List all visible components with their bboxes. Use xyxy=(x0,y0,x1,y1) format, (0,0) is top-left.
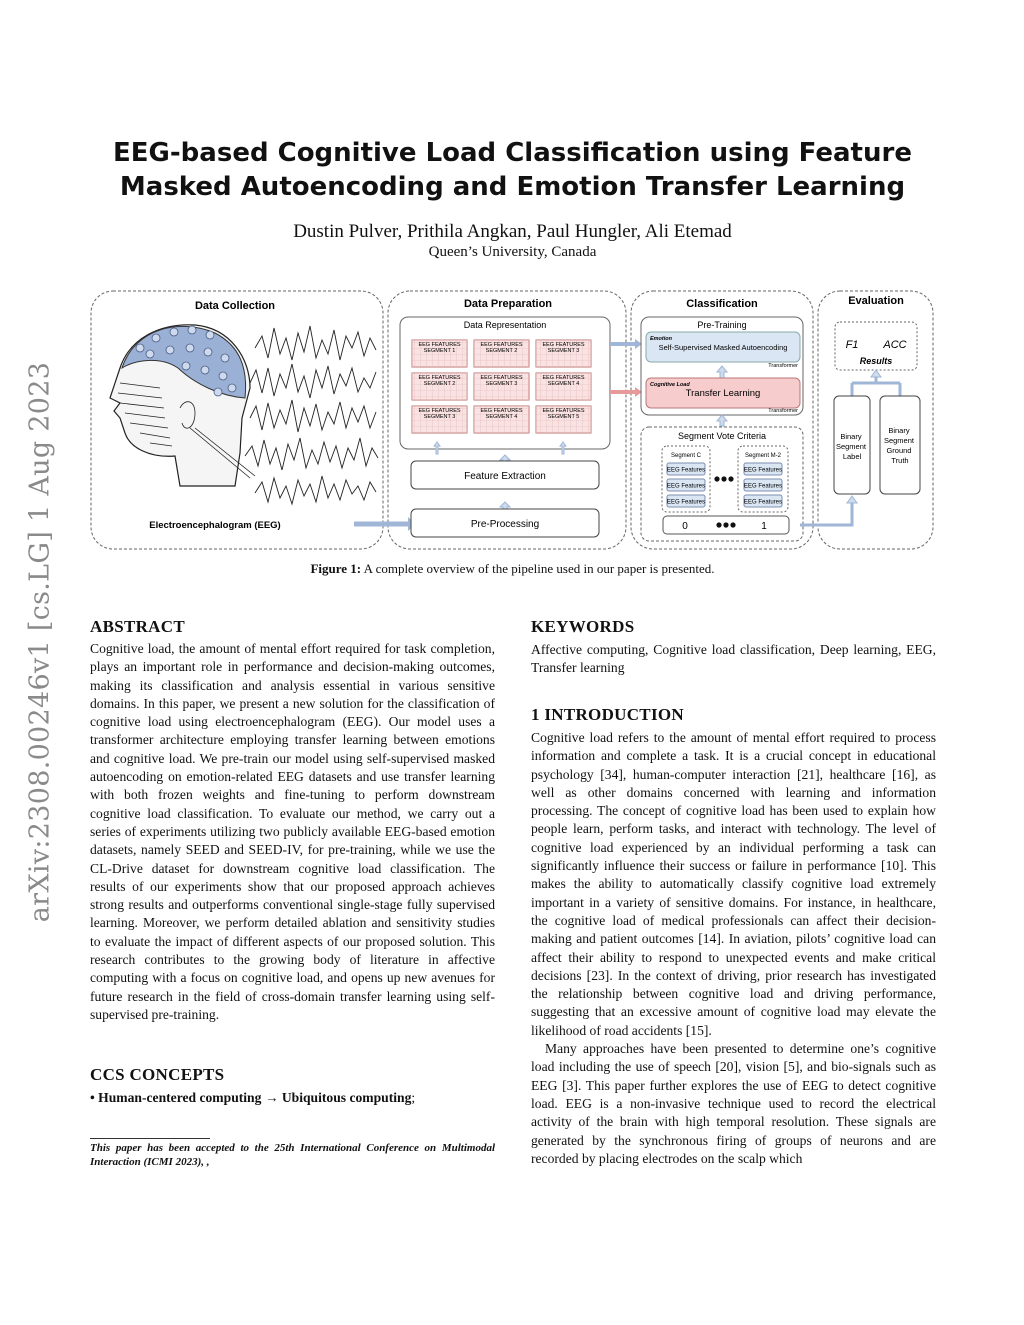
evaluation-title: Evaluation xyxy=(848,295,904,307)
segment-m2-label: Segment M-2 xyxy=(744,453,782,459)
eeg-label: Electroencephalogram (EEG) xyxy=(149,520,281,531)
eeg-feature-tag: EEG Features xyxy=(666,499,706,506)
feature-label: EEG FEATURES xyxy=(480,408,523,414)
segment-label: SEGMENT 2 xyxy=(423,381,456,387)
segment-label: SEGMENT 4 xyxy=(485,414,518,420)
binary-segment-ground-truth-box xyxy=(880,396,920,494)
feature-segment-grid xyxy=(412,340,591,433)
arxiv-stamp-text: arXiv:2308.00246v1 [cs.LG] 1 Aug 2023 xyxy=(24,361,56,923)
feature-label: EEG FEATURES xyxy=(418,375,461,381)
segment-label: SEGMENT 4 xyxy=(547,381,580,387)
data-collection-title: Data Collection xyxy=(194,300,276,312)
segment-label: SEGMENT 3 xyxy=(485,381,518,387)
segment-label: SEGMENT 1 xyxy=(423,348,456,354)
label-line: Binary xyxy=(840,432,862,441)
vote-dots xyxy=(716,522,735,527)
paper-title: EEG-based Cognitive Load Classification using Feature Masked Autoencoding and Emotion Transfer Learning xyxy=(113,138,912,202)
pretraining-label: Pre-Training xyxy=(697,320,747,330)
segment-c-features xyxy=(667,463,705,507)
introduction-paragraph-1: Cognitive load refers to the amount of mental effort required to process information and complete a task. It is a crucial concept in educational psychology [34], human-computer interaction [21], healthcare [16], as well as other domains concerned with learning and information processing. The concept of cognitive load has been used to explain how people learn, perform tasks, and interact with technology. The level of cognitive load experienced by an individual performing a task can significantly influence their success or failure in performance [10]. This makes the ability to automatically classify cognitive load extremely important in a variety of sensitive domains. For instance, in healthcare, the cognitive load of medical professionals can affect their decision-making and patient outcomes [14]. In aviation, pilots’ cognitive load can affect their ability to respond to unexpected events and make critical decisions [23]. In the context of driving, prior research has investigated the relationship between cognitive load and driving performance, suggesting that an excessive amount of cognitive load may elevate the likelihood of road accidents [15]. xyxy=(531,730,936,1038)
feature-label: EEG FEATURES xyxy=(542,408,585,414)
data-representation-label: Data Representation xyxy=(463,320,547,330)
eeg-feature-tag: EEG Features xyxy=(666,483,706,490)
vote-one: 1 xyxy=(761,521,767,532)
f1-metric: F1 xyxy=(845,339,859,351)
abstract-heading: ABSTRACT xyxy=(90,617,185,636)
introduction-body xyxy=(531,729,936,1168)
ccs-concept-b: Ubiquitous computing xyxy=(281,1090,412,1105)
ccs-heading: CCS CONCEPTS xyxy=(90,1065,225,1084)
ccs-concepts xyxy=(90,1089,495,1107)
results-label: Results xyxy=(859,356,893,366)
ccs-bullet: • xyxy=(90,1090,95,1105)
vote-label: Segment Vote Criteria xyxy=(677,431,767,441)
preprocessing-label: Pre-Processing xyxy=(470,519,540,530)
truth-line: Ground xyxy=(886,446,912,455)
segment-c-label: Segment C xyxy=(670,453,702,459)
acc-metric: ACC xyxy=(883,339,907,351)
caption-text: A complete overview of the pipeline used in our paper is presented. xyxy=(361,561,715,576)
abstract-body xyxy=(90,640,495,1024)
truth-line: Truth xyxy=(891,456,909,465)
figure-caption xyxy=(90,561,935,577)
transformer-label-1: Transformer xyxy=(768,363,798,369)
paper-authors: Dustin Pulver, Prithila Angkan, Paul Hungler, Ali Etemad xyxy=(293,221,732,242)
footnote-rule xyxy=(90,1138,210,1139)
ssma-label: Self-Supervised Masked Autoencoding xyxy=(658,343,788,352)
eeg-feature-tag: EEG Features xyxy=(743,483,783,490)
data-preparation-title: Data Preparation xyxy=(463,298,553,310)
label-line: Segment xyxy=(835,442,866,451)
segment-label: SEGMENT 3 xyxy=(423,414,456,420)
transformer-label-2: Transformer xyxy=(768,408,798,414)
eeg-feature-tag: EEG Features xyxy=(666,467,706,474)
feature-label: EEG FEATURES xyxy=(542,342,585,348)
segment-label: SEGMENT 5 xyxy=(547,414,580,420)
keywords-body xyxy=(531,641,936,678)
pipeline-figure xyxy=(90,288,935,553)
segment-label: SEGMENT 3 xyxy=(547,348,580,354)
keywords-heading: KEYWORDS xyxy=(531,617,635,636)
ellipsis-dots xyxy=(714,476,733,481)
emotion-tag: Emotion xyxy=(650,336,672,342)
segment-m2-features xyxy=(744,463,782,507)
eeg-feature-tag: EEG Features xyxy=(743,499,783,506)
footnote: This paper has been accepted to the 25th International Conference on Multimodal Interaction (ICMI 2023), , xyxy=(90,1142,495,1168)
keywords-text: Affective computing, Cognitive load classification, Deep learning, EEG, Transfer learning xyxy=(531,642,936,676)
segment-label: SEGMENT 2 xyxy=(485,348,518,354)
eeg-waveforms xyxy=(245,326,378,504)
paper-affiliation: Queen’s University, Canada xyxy=(428,244,597,260)
ccs-tail: ; xyxy=(411,1090,416,1105)
feature-extraction-label: Feature Extraction xyxy=(464,471,546,482)
ccs-concept-a: Human-centered computing xyxy=(98,1090,262,1105)
cognitive-load-tag: Cognitive Load xyxy=(650,382,690,388)
eeg-feature-tag: EEG Features xyxy=(743,467,783,474)
feature-label: EEG FEATURES xyxy=(542,375,585,381)
introduction-heading: 1 INTRODUCTION xyxy=(531,705,684,724)
truth-line: Segment xyxy=(883,436,914,445)
feature-label: EEG FEATURES xyxy=(418,342,461,348)
arxiv-stamp xyxy=(16,352,64,932)
introduction-paragraph-2: Many approaches have been presented to determine one’s cognitive load including the use of speech [20], vision [5], and bio-signals such as EEG [3]. This paper further explores the use of EEG to detect cognitive load. EEG is a non-invasive technique used to record the electrical activity of the brain with high temporal resolution. These signals are generated by the synchronous firing of groups of neurons and are recorded by placing electrodes on the scalp which xyxy=(531,1041,936,1166)
abstract-text: Cognitive load, the amount of mental effort required for task completion, plays an important role in performance and decision-making outcomes, making its classification and analysis essential in various sensitive domains. In this paper, we present a new solution for the classification of cognitive load using electroencephalogram (EEG). Our model uses a transformer architecture employing transfer learning between emotions and cognitive load. We pre-train our model using self-supervised masked autoencoding on emotion-related EEG datasets and use transfer learning with both frozen weights and fine-tuning to perform downstream cognitive load classification. To evaluate our method, we carry out a series of experiments utilizing two publicly available EEG-based emotion datasets, namely SEED and SEED-IV, for pre-training, while we use the CL-Drive dataset for downstream cognitive load classification. The results of our experiments show that our proposed approach achieves strong results and outperforms conventional single-stage fully supervised learning. Moreover, we perform detailed ablation and sensitivity studies to evaluate the impact of different aspects of our proposed solution. This research contributes to the growing body of literature in affective computing with a focus on cognitive load, and opens up new avenues for future research in the field of cross-domain transfer learning using self-supervised pre-training. xyxy=(90,641,495,1022)
ccs-arrow: → xyxy=(264,1090,279,1105)
feature-label: EEG FEATURES xyxy=(480,375,523,381)
head-illustration xyxy=(110,325,255,486)
transfer-label: Transfer Learning xyxy=(685,388,761,399)
feature-label: EEG FEATURES xyxy=(418,408,461,414)
label-line: Label xyxy=(842,452,862,461)
caption-label: Figure 1: xyxy=(310,561,362,576)
feature-label: EEG FEATURES xyxy=(480,342,523,348)
classification-title: Classification xyxy=(686,298,758,310)
vote-zero: 0 xyxy=(682,521,688,532)
truth-line: Binary xyxy=(888,426,910,435)
